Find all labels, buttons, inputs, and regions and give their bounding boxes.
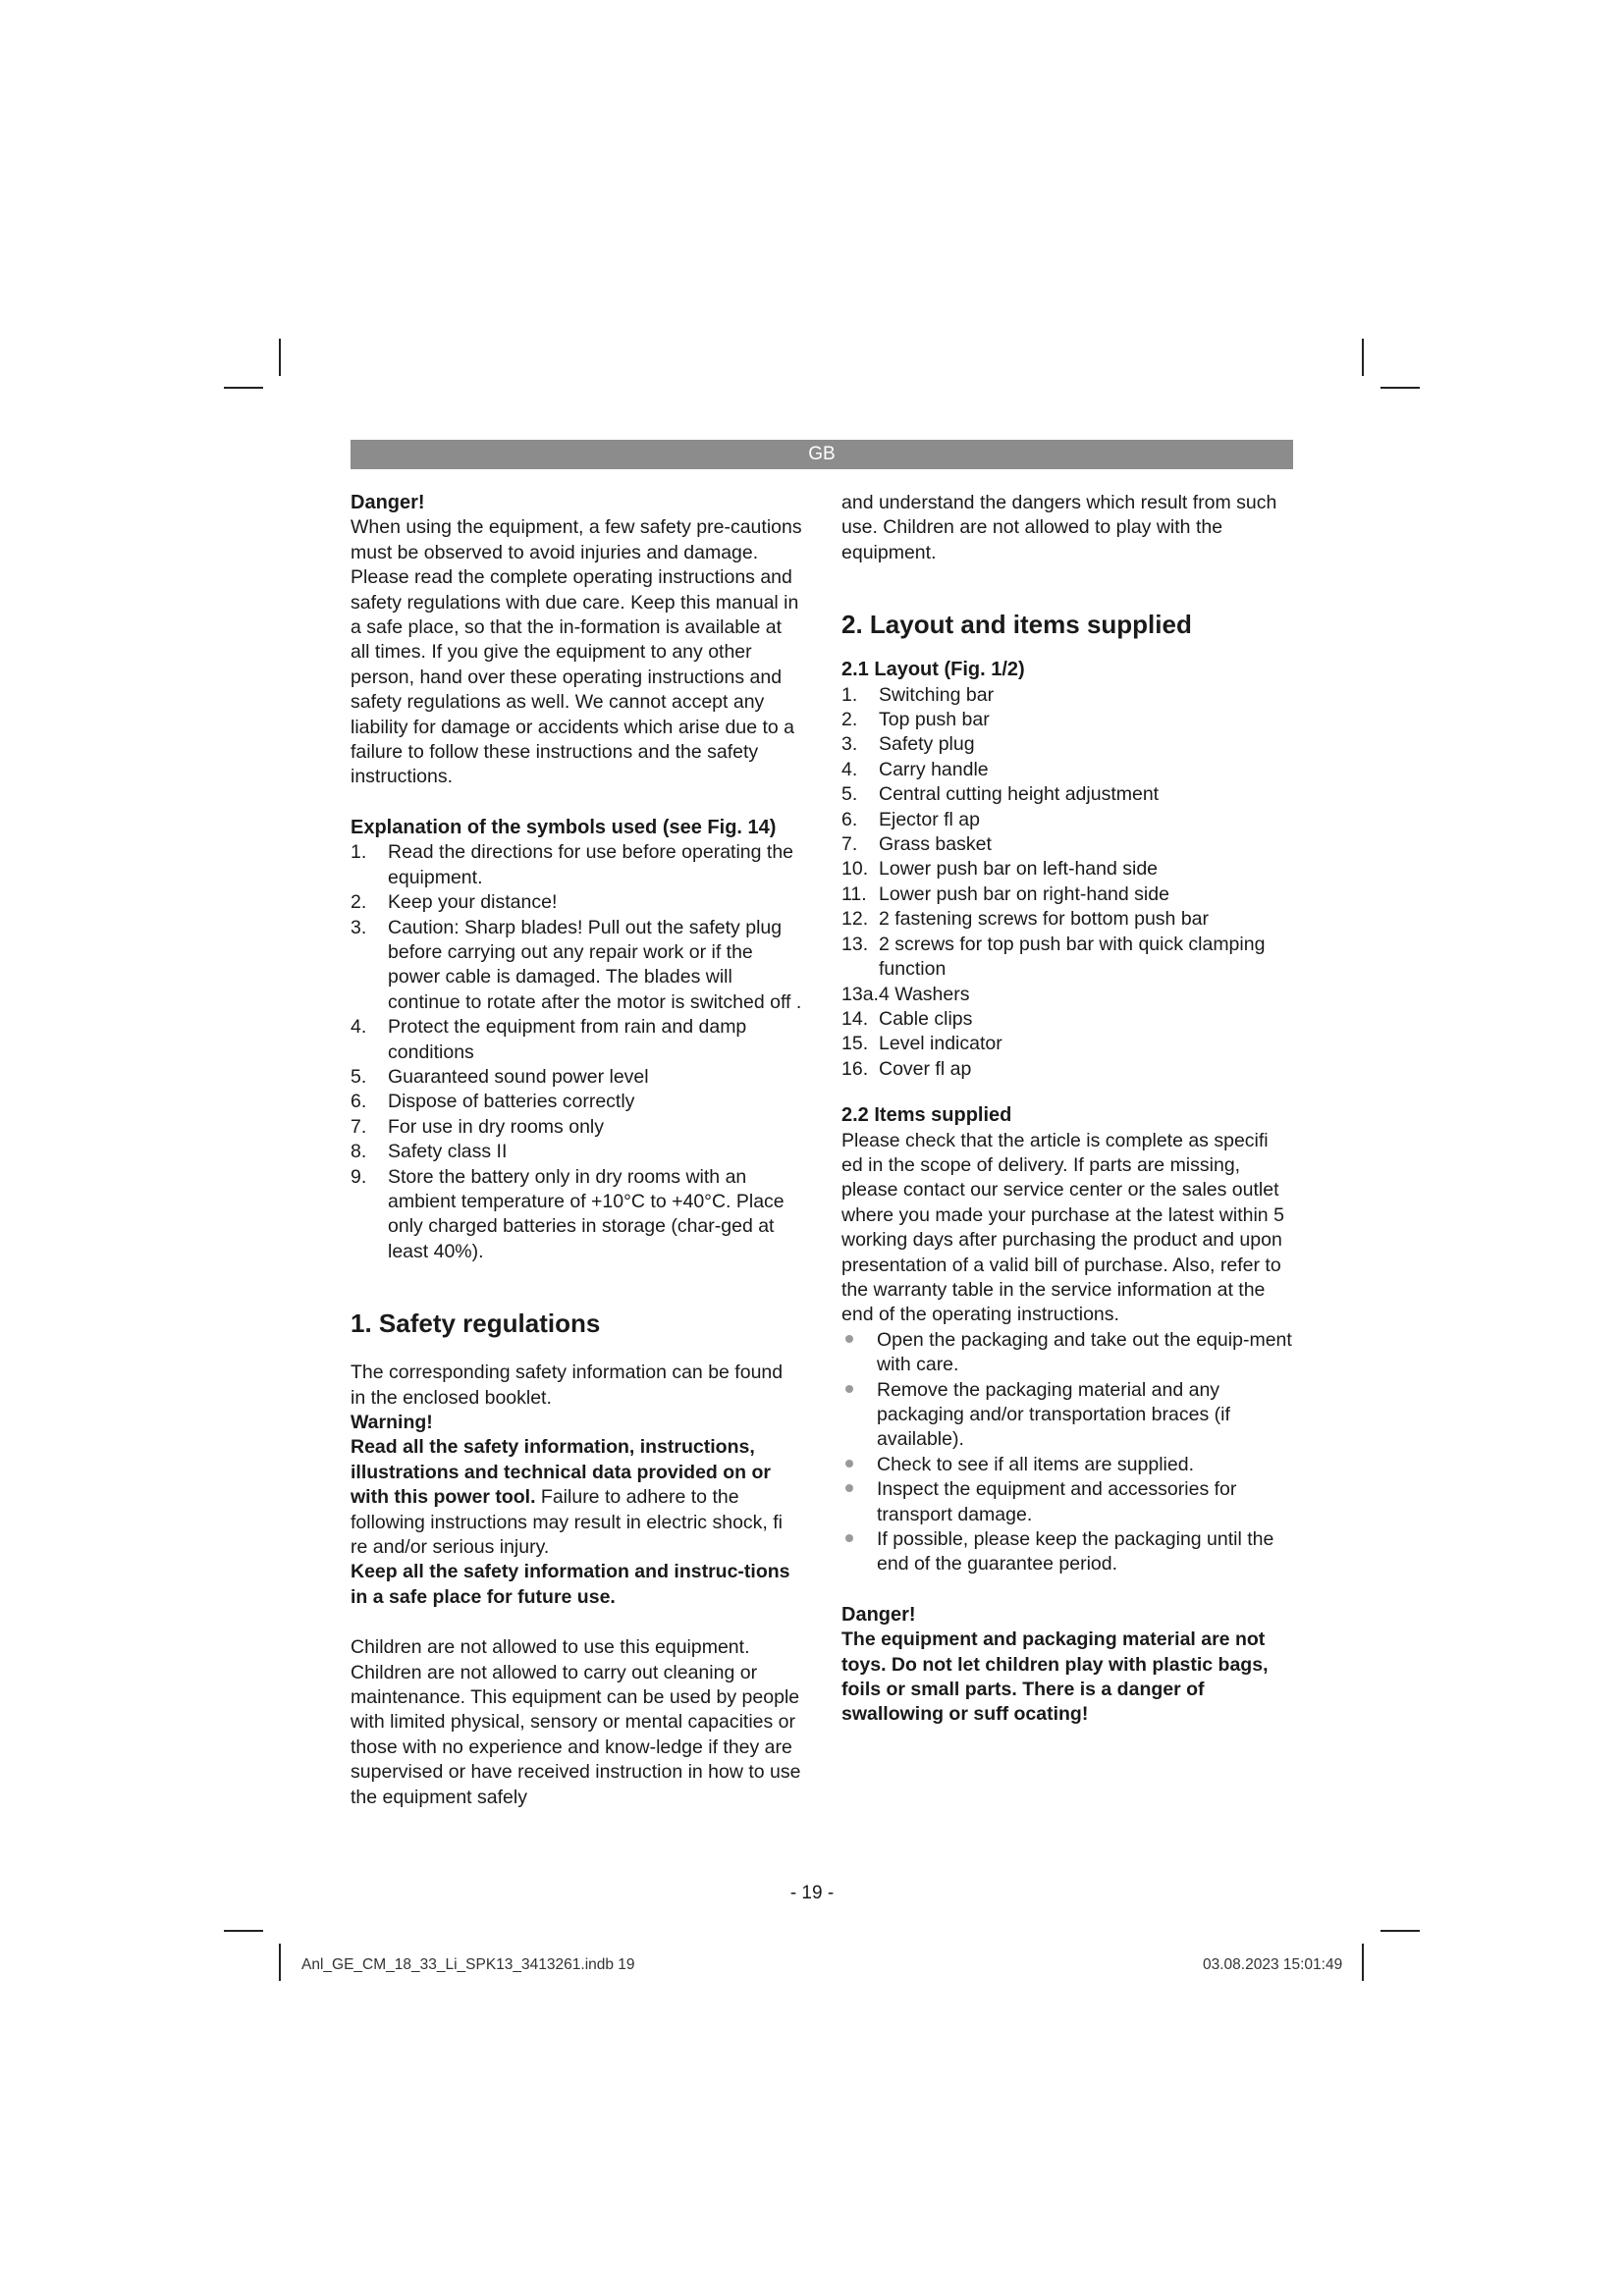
list-item: 3. Caution: Sharp blades! Pull out the safety plug before carrying out any repair work or if the power cable is damaged. The blades will continue to rotate after the motor is switched off . bbox=[351, 916, 802, 1013]
danger-text: When using the equipment, a few safety pre-cautions must be observed to avoid injuries and damage. Please read the complete operating instructions and safety regulations with due care. Keep this manual in a safe place, so that the in-formation is available at all times. If you give the equipment to any other person, hand over these operating instructions and safety regulations as well. We cannot accept any liability for damage or accidents which arise due to a failure to follow these instructions and the safety instructions. bbox=[351, 516, 802, 788]
bullet-icon bbox=[845, 1460, 853, 1468]
list-item: 13a. 4 Washers bbox=[841, 983, 970, 1005]
layout-list bbox=[841, 683, 1293, 1083]
children-text: Children are not allowed to use this equipment. Children are not allowed to carry out cleaning or maintenance. This equipment can be used by people with limited physical, sensory or mental capacities or those with no experience and know-ledge if they are supervised or have received instruction in how to use the equipment safely bbox=[351, 1636, 801, 1808]
warning-heading: Warning! bbox=[351, 1412, 433, 1433]
items-supplied-heading: 2.2 Items supplied bbox=[841, 1104, 1012, 1127]
footer-filename: Anl_GE_CM_18_33_Li_SPK13_3413261.indb 19 bbox=[301, 1956, 635, 1973]
danger-heading: Danger! bbox=[841, 1603, 916, 1626]
crop-mark bbox=[279, 1944, 281, 1981]
crop-mark bbox=[224, 387, 263, 389]
list-item: Inspect the equipment and accessories for transport damage. bbox=[841, 1477, 1293, 1527]
list-item: 7. For use in dry rooms only bbox=[351, 1115, 604, 1138]
list-item: 3. Safety plug bbox=[841, 733, 975, 756]
symbols-list bbox=[351, 840, 802, 1264]
crop-mark bbox=[1362, 339, 1364, 376]
danger-heading: Danger! bbox=[351, 492, 425, 513]
list-item: 1. Read the directions for use before operating the equipment. bbox=[351, 841, 794, 888]
list-item: 9. Store the battery only in dry rooms with an ambient temperature of +10°C to +40°C. Place only charged batteries in storage (char-ged at least 40%). bbox=[351, 1165, 785, 1262]
list-item: 10. Lower push bar on left-hand side bbox=[841, 858, 1159, 881]
crop-mark bbox=[279, 339, 281, 376]
list-item: If possible, please keep the packaging until the end of the guarantee period. bbox=[841, 1527, 1293, 1577]
crop-mark bbox=[1362, 1944, 1364, 1981]
checklist bbox=[841, 1328, 1293, 1577]
page-number: - 19 - bbox=[789, 1883, 835, 1903]
right-column bbox=[841, 491, 1293, 1728]
bullet-icon bbox=[845, 1534, 853, 1542]
list-item: 6. Ejector fl ap bbox=[841, 808, 980, 830]
left-column bbox=[351, 491, 802, 1810]
list-item: 14. Cable clips bbox=[841, 1007, 973, 1030]
list-item: 15. Level indicator bbox=[841, 1033, 1002, 1055]
list-item: 6. Dispose of batteries correctly bbox=[351, 1091, 635, 1113]
symbols-heading: Explanation of the symbols used (see Fig. 14) bbox=[351, 816, 777, 838]
list-item: Remove the packaging material and any packaging and/or transportation braces (if available). bbox=[841, 1378, 1293, 1453]
list-item: Check to see if all items are supplied. bbox=[841, 1453, 1293, 1477]
crop-mark bbox=[1380, 1930, 1420, 1932]
safety-intro: The corresponding safety information can be found in the enclosed booklet. bbox=[351, 1362, 784, 1409]
continued-text: and understand the dangers which result from such use. Children are not allowed to play with the equipment. bbox=[841, 492, 1277, 563]
list-item: 16. Cover fl ap bbox=[841, 1057, 972, 1080]
list-item: 2. Keep your distance! bbox=[351, 891, 558, 914]
list-item: 5. Guaranteed sound power level bbox=[351, 1065, 649, 1088]
language-header-bar: GB bbox=[351, 440, 1293, 469]
list-item: 8. Safety class II bbox=[351, 1141, 508, 1163]
list-item: 5. Central cutting height adjustment bbox=[841, 783, 1160, 806]
list-item: 4. Carry handle bbox=[841, 758, 989, 780]
list-item: 13. 2 screws for top push bar with quick clamping function bbox=[841, 933, 1266, 981]
list-item: 1. Switching bar bbox=[841, 683, 995, 706]
layout-heading: 2.1 Layout (Fig. 1/2) bbox=[841, 659, 1025, 681]
list-item: 2. Top push bar bbox=[841, 709, 990, 731]
keep-instructions-text: Keep all the safety information and instruc-tions in a safe place for future use. bbox=[351, 1561, 790, 1608]
list-item: 7. Grass basket bbox=[841, 833, 992, 856]
bullet-icon bbox=[845, 1385, 853, 1393]
list-item: 12. 2 fastening screws for bottom push bar bbox=[841, 908, 1210, 931]
safety-regulations-heading: 1. Safety regulations bbox=[351, 1308, 601, 1339]
list-item: 4. Protect the equipment from rain and damp conditions bbox=[351, 1016, 747, 1063]
list-item: 11. Lower push bar on right-hand side bbox=[841, 882, 1169, 905]
footer-timestamp: 03.08.2023 15:01:49 bbox=[1203, 1956, 1343, 1973]
bullet-icon bbox=[845, 1484, 853, 1492]
danger-warning-text: The equipment and packaging material are not toys. Do not let children play with plastic bags, foils or small parts. There is a danger of swallowing or suff ocating! bbox=[841, 1629, 1269, 1726]
crop-mark bbox=[1380, 387, 1420, 389]
list-item: Open the packaging and take out the equip-ment with care. bbox=[841, 1328, 1293, 1378]
bullet-icon bbox=[845, 1335, 853, 1343]
warning-paragraph: Read all the safety information, instructions, illustrations and technical data provided on or with this power tool. Failure to adhere to the following instructions may result in electric shock, fi re and/or serious injury. bbox=[351, 1436, 783, 1559]
crop-mark bbox=[224, 1930, 263, 1932]
items-supplied-text: Please check that the article is complete as specifi ed in the scope of delivery. If parts are missing, please contact our service center or the sales outlet where you made your purchase at the latest within 5 working days after purchasing the product and upon presentation of a valid bill of purchase. Also, refer to the warranty table in the service information at the end of the operating instructions. bbox=[841, 1129, 1284, 1326]
layout-section-heading: 2. Layout and items supplied bbox=[841, 610, 1192, 640]
